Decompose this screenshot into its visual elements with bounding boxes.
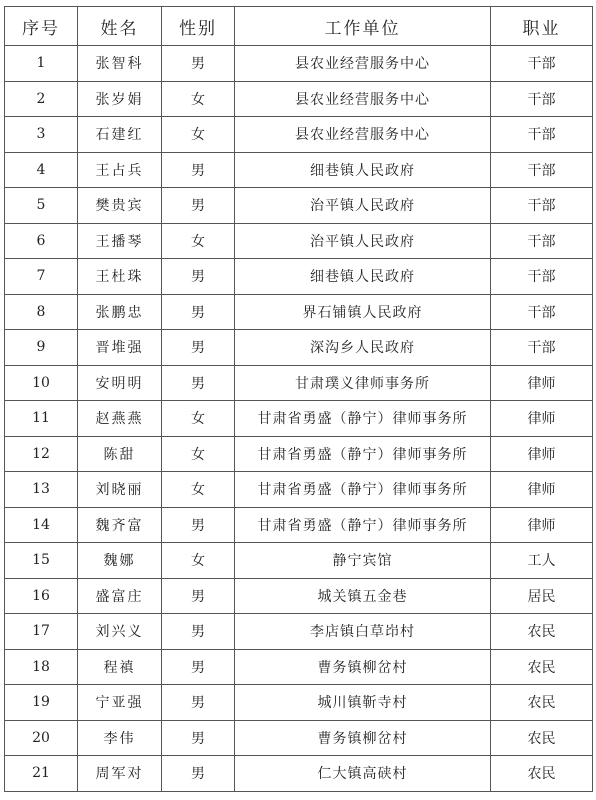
table-row bbox=[5, 117, 593, 153]
cell-index: 1 bbox=[5, 46, 78, 82]
cell-name: 刘兴义 bbox=[78, 614, 162, 650]
cell-workplace: 静宁宾馆 bbox=[235, 543, 491, 579]
cell-occupation: 农民 bbox=[491, 720, 593, 756]
cell-index: 4 bbox=[5, 152, 78, 188]
cell-gender: 女 bbox=[162, 81, 235, 117]
cell-occupation: 工人 bbox=[491, 543, 593, 579]
cell-index: 17 bbox=[5, 614, 78, 650]
cell-gender: 女 bbox=[162, 472, 235, 508]
cell-index: 14 bbox=[5, 507, 78, 543]
table-row bbox=[5, 720, 593, 756]
cell-name: 樊贵宾 bbox=[78, 188, 162, 224]
cell-gender: 女 bbox=[162, 401, 235, 437]
table-row bbox=[5, 649, 593, 685]
cell-workplace: 甘肃省勇盛（静宁）律师事务所 bbox=[235, 472, 491, 508]
cell-index: 3 bbox=[5, 117, 78, 153]
cell-occupation: 律师 bbox=[491, 401, 593, 437]
cell-name: 李伟 bbox=[78, 720, 162, 756]
cell-workplace: 甘肃省勇盛（静宁）律师事务所 bbox=[235, 436, 491, 472]
cell-occupation: 干部 bbox=[491, 46, 593, 82]
cell-name: 赵燕燕 bbox=[78, 401, 162, 437]
table-row bbox=[5, 223, 593, 259]
header-index: 序号 bbox=[5, 7, 78, 46]
table-row bbox=[5, 152, 593, 188]
table-row bbox=[5, 188, 593, 224]
cell-occupation: 律师 bbox=[491, 436, 593, 472]
cell-name: 王占兵 bbox=[78, 152, 162, 188]
cell-workplace: 仁大镇高硖村 bbox=[235, 756, 491, 792]
table-row bbox=[5, 330, 593, 366]
cell-gender: 男 bbox=[162, 259, 235, 295]
cell-index: 21 bbox=[5, 756, 78, 792]
cell-name: 王播琴 bbox=[78, 223, 162, 259]
cell-name: 魏娜 bbox=[78, 543, 162, 579]
cell-index: 7 bbox=[5, 259, 78, 295]
table-header-row bbox=[5, 7, 593, 46]
cell-index: 8 bbox=[5, 294, 78, 330]
cell-gender: 男 bbox=[162, 578, 235, 614]
header-name: 姓名 bbox=[78, 7, 162, 46]
table-row bbox=[5, 365, 593, 401]
cell-index: 18 bbox=[5, 649, 78, 685]
cell-occupation: 干部 bbox=[491, 117, 593, 153]
header-workplace: 工作单位 bbox=[235, 7, 491, 46]
table-row bbox=[5, 401, 593, 437]
cell-index: 9 bbox=[5, 330, 78, 366]
cell-occupation: 干部 bbox=[491, 223, 593, 259]
personnel-table bbox=[4, 6, 593, 792]
cell-occupation: 律师 bbox=[491, 365, 593, 401]
cell-workplace: 曹务镇柳岔村 bbox=[235, 720, 491, 756]
cell-index: 2 bbox=[5, 81, 78, 117]
cell-index: 10 bbox=[5, 365, 78, 401]
cell-gender: 男 bbox=[162, 365, 235, 401]
cell-workplace: 界石铺镇人民政府 bbox=[235, 294, 491, 330]
cell-workplace: 县农业经营服务中心 bbox=[235, 117, 491, 153]
cell-occupation: 农民 bbox=[491, 649, 593, 685]
table-row bbox=[5, 507, 593, 543]
cell-index: 11 bbox=[5, 401, 78, 437]
cell-gender: 男 bbox=[162, 507, 235, 543]
cell-index: 12 bbox=[5, 436, 78, 472]
cell-occupation: 干部 bbox=[491, 188, 593, 224]
table-row bbox=[5, 436, 593, 472]
cell-name: 盛富庄 bbox=[78, 578, 162, 614]
cell-workplace: 细巷镇人民政府 bbox=[235, 259, 491, 295]
cell-index: 13 bbox=[5, 472, 78, 508]
header-occupation: 职业 bbox=[491, 7, 593, 46]
cell-workplace: 县农业经营服务中心 bbox=[235, 81, 491, 117]
cell-gender: 男 bbox=[162, 649, 235, 685]
table-row bbox=[5, 472, 593, 508]
cell-occupation: 农民 bbox=[491, 685, 593, 721]
cell-name: 刘晓丽 bbox=[78, 472, 162, 508]
cell-gender: 女 bbox=[162, 117, 235, 153]
cell-index: 19 bbox=[5, 685, 78, 721]
cell-workplace: 甘肃省勇盛（静宁）律师事务所 bbox=[235, 401, 491, 437]
cell-name: 周军对 bbox=[78, 756, 162, 792]
cell-workplace: 治平镇人民政府 bbox=[235, 188, 491, 224]
cell-occupation: 律师 bbox=[491, 472, 593, 508]
cell-index: 6 bbox=[5, 223, 78, 259]
cell-workplace: 城川镇靳寺村 bbox=[235, 685, 491, 721]
cell-name: 陈甜 bbox=[78, 436, 162, 472]
cell-gender: 男 bbox=[162, 685, 235, 721]
cell-occupation: 律师 bbox=[491, 507, 593, 543]
cell-gender: 男 bbox=[162, 756, 235, 792]
cell-gender: 女 bbox=[162, 436, 235, 472]
cell-workplace: 治平镇人民政府 bbox=[235, 223, 491, 259]
cell-occupation: 干部 bbox=[491, 152, 593, 188]
cell-workplace: 甘肃璞义律师事务所 bbox=[235, 365, 491, 401]
cell-index: 5 bbox=[5, 188, 78, 224]
cell-name: 张鹏忠 bbox=[78, 294, 162, 330]
cell-name: 安明明 bbox=[78, 365, 162, 401]
table-row bbox=[5, 543, 593, 579]
cell-name: 魏齐富 bbox=[78, 507, 162, 543]
cell-workplace: 李店镇白草岇村 bbox=[235, 614, 491, 650]
table-row bbox=[5, 614, 593, 650]
cell-name: 宁亚强 bbox=[78, 685, 162, 721]
cell-occupation: 干部 bbox=[491, 259, 593, 295]
cell-gender: 男 bbox=[162, 294, 235, 330]
cell-occupation: 干部 bbox=[491, 330, 593, 366]
cell-gender: 男 bbox=[162, 152, 235, 188]
cell-workplace: 甘肃省勇盛（静宁）律师事务所 bbox=[235, 507, 491, 543]
cell-name: 石建红 bbox=[78, 117, 162, 153]
cell-occupation: 干部 bbox=[491, 81, 593, 117]
table-row bbox=[5, 294, 593, 330]
cell-name: 程禛 bbox=[78, 649, 162, 685]
cell-workplace: 深沟乡人民政府 bbox=[235, 330, 491, 366]
table-row bbox=[5, 578, 593, 614]
table-row bbox=[5, 81, 593, 117]
table-row bbox=[5, 46, 593, 82]
cell-gender: 男 bbox=[162, 614, 235, 650]
cell-index: 15 bbox=[5, 543, 78, 579]
cell-gender: 女 bbox=[162, 223, 235, 259]
cell-name: 王杜珠 bbox=[78, 259, 162, 295]
cell-gender: 男 bbox=[162, 188, 235, 224]
cell-gender: 男 bbox=[162, 720, 235, 756]
table-row bbox=[5, 259, 593, 295]
table-row bbox=[5, 685, 593, 721]
cell-workplace: 细巷镇人民政府 bbox=[235, 152, 491, 188]
cell-occupation: 居民 bbox=[491, 578, 593, 614]
cell-name: 张岁娟 bbox=[78, 81, 162, 117]
cell-workplace: 城关镇五金巷 bbox=[235, 578, 491, 614]
cell-gender: 男 bbox=[162, 330, 235, 366]
cell-name: 晋堆强 bbox=[78, 330, 162, 366]
cell-gender: 男 bbox=[162, 46, 235, 82]
cell-occupation: 干部 bbox=[491, 294, 593, 330]
header-gender: 性别 bbox=[162, 7, 235, 46]
cell-index: 20 bbox=[5, 720, 78, 756]
cell-occupation: 农民 bbox=[491, 756, 593, 792]
cell-index: 16 bbox=[5, 578, 78, 614]
cell-workplace: 曹务镇柳岔村 bbox=[235, 649, 491, 685]
cell-gender: 女 bbox=[162, 543, 235, 579]
cell-occupation: 农民 bbox=[491, 614, 593, 650]
table-body bbox=[5, 46, 593, 792]
cell-name: 张智科 bbox=[78, 46, 162, 82]
cell-workplace: 县农业经营服务中心 bbox=[235, 46, 491, 82]
table-row bbox=[5, 756, 593, 792]
